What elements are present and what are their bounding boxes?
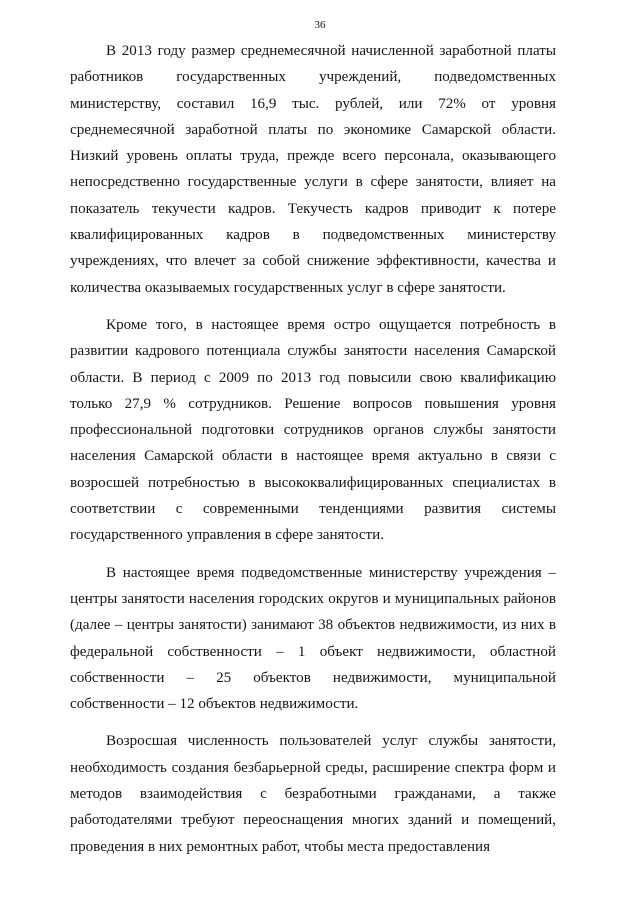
- page-number: 36: [314, 19, 326, 31]
- paragraph-real-estate: В настоящее время подведомственные министерству учреждения – центры занятости населения городских округов и муниципальных районов (далее – центры занятости) занимают 38 объектов недвижимости, из них в федеральной собственности – 1 объект недвижимости, областной собственности – 25 объектов недвижимости, муниципальной собственности – 12 объектов недвижимости.: [70, 564, 556, 713]
- document-body: [70, 38, 556, 871]
- paragraph-salary: В 2013 году размер среднемесячной начисленной заработной платы работников государственных учреждений, подведомственных министерству, составил 16,9 тыс. рублей, или 72% от уровня среднемесячной заработной платы по экономике Самарской области. Низкий уровень оплаты труда, прежде всего персонала, оказывающего непосредственно государственные услуги в сфере занятости, влияет на показатель текучести кадров. Текучесть кадров приводит к потере квалифицированных кадров в подведомственных министерству учреждениях, что влечет за собой снижение эффективности, качества и количества оказываемых государственных услуг в сфере занятости.: [70, 43, 556, 296]
- paragraph-building-renovation: Возросшая численность пользователей услуг службы занятости, необходимость создания безбарьерной среды, расширение спектра форм и методов взаимодействия с безработными гражданами, а также работодателями требуют переоснащения многих зданий и помещений, проведения в них ремонтных работ, чтобы места предоставления: [70, 733, 556, 855]
- paragraph-staff-training: Кроме того, в настоящее время остро ощущается потребность в развитии кадрового потенциала службы занятости населения Самарской области. В период с 2009 по 2013 год повысили свою квалификацию только 27,9 % сотрудников. Решение вопросов повышения уровня профессиональной подготовки сотрудников органов службы занятости населения Самарской области в настоящее время актуально в связи с возросшей потребностью в высококвалифицированных специалистах в соответствии с современными тенденциями развития системы государственного управления в сфере занятости.: [70, 316, 556, 544]
